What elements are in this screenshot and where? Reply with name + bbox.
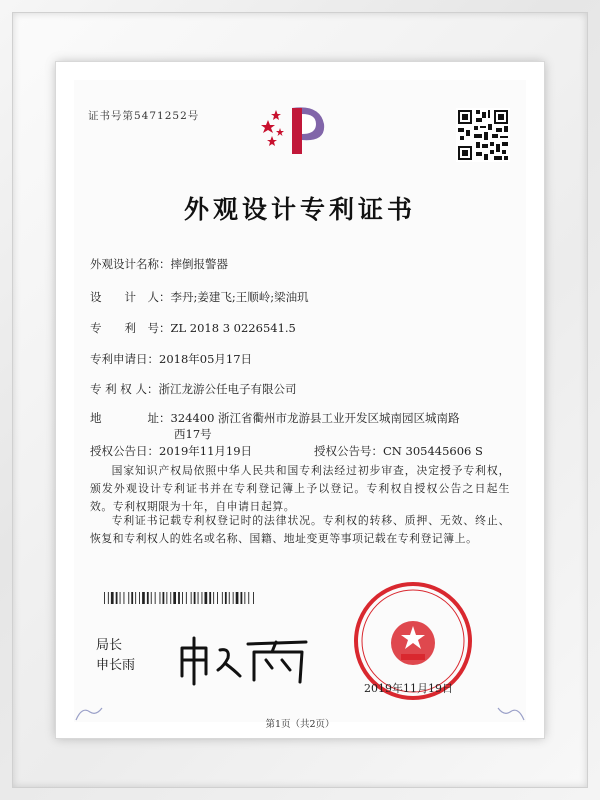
field-value: 西17号 bbox=[174, 427, 212, 441]
certificate-number: 证书号第5471252号 bbox=[88, 110, 200, 122]
field-value: CN 305445606 S bbox=[383, 444, 483, 458]
field-patent-number bbox=[90, 320, 296, 336]
field-value: 2019年11月19日 bbox=[159, 444, 253, 458]
barcode-icon bbox=[104, 592, 254, 604]
field-address-line2 bbox=[174, 426, 212, 442]
field-application-date bbox=[90, 351, 252, 367]
field-label: 专 利 号： bbox=[90, 321, 171, 335]
field-value: 浙江龙游公任电子有限公司 bbox=[158, 382, 297, 396]
field-label: 地 址： bbox=[90, 411, 171, 425]
field-label: 授权公告日： bbox=[90, 444, 159, 458]
signer-title: 局长 bbox=[96, 638, 123, 653]
corner-ornament-icon bbox=[74, 702, 104, 722]
seal-date: 2019年11月19日 bbox=[364, 682, 453, 695]
field-designer bbox=[90, 289, 309, 305]
field-value: ZL 2018 3 0226541.5 bbox=[170, 321, 296, 335]
field-label: 外观设计名称： bbox=[90, 257, 171, 271]
field-grant-date bbox=[90, 443, 252, 459]
field-value: 摔倒报警器 bbox=[170, 257, 228, 271]
paragraph-grant: 国家知识产权局依照中华人民共和国专利法经过初步审查，决定授予专利权，颁发外观设计专利证书并在专利登记簿上予以登记。专利权自授权公告之日起生效。专利权期限为十年，自申请日起算。 bbox=[90, 464, 510, 513]
field-patentee bbox=[90, 381, 296, 397]
field-value: 李丹;姜建飞;王顺岭;梁油玑 bbox=[170, 290, 309, 304]
field-value: 2018年05月17日 bbox=[159, 352, 253, 366]
cnipa-logo-icon bbox=[258, 100, 338, 158]
field-design-name bbox=[90, 256, 228, 272]
certificate-paper bbox=[74, 80, 526, 730]
field-announcement-number bbox=[314, 443, 483, 459]
field-address bbox=[90, 410, 460, 426]
field-value: 324400 浙江省衢州市龙游县工业开发区城南园区城南路 bbox=[170, 411, 460, 425]
signature-icon bbox=[174, 630, 314, 690]
field-label: 专 利 权 人： bbox=[90, 382, 159, 396]
field-label: 授权公告号： bbox=[314, 444, 383, 458]
certificate-title: 外观设计专利证书 bbox=[183, 195, 416, 224]
corner-ornament-icon bbox=[496, 702, 526, 722]
paragraph-legal: 专利证书记载专利权登记时的法律状况。专利权的转移、质押、无效、终止、恢复和专利权人的姓名或名称、国籍、地址变更等事项记载在专利登记簿上。 bbox=[90, 514, 510, 545]
signer-name: 申长雨 bbox=[96, 658, 136, 673]
page-number: 第1页（共2页） bbox=[265, 719, 335, 730]
field-label: 专利申请日： bbox=[90, 352, 159, 366]
field-label: 设 计 人： bbox=[90, 290, 171, 304]
qr-code-icon bbox=[456, 108, 510, 162]
